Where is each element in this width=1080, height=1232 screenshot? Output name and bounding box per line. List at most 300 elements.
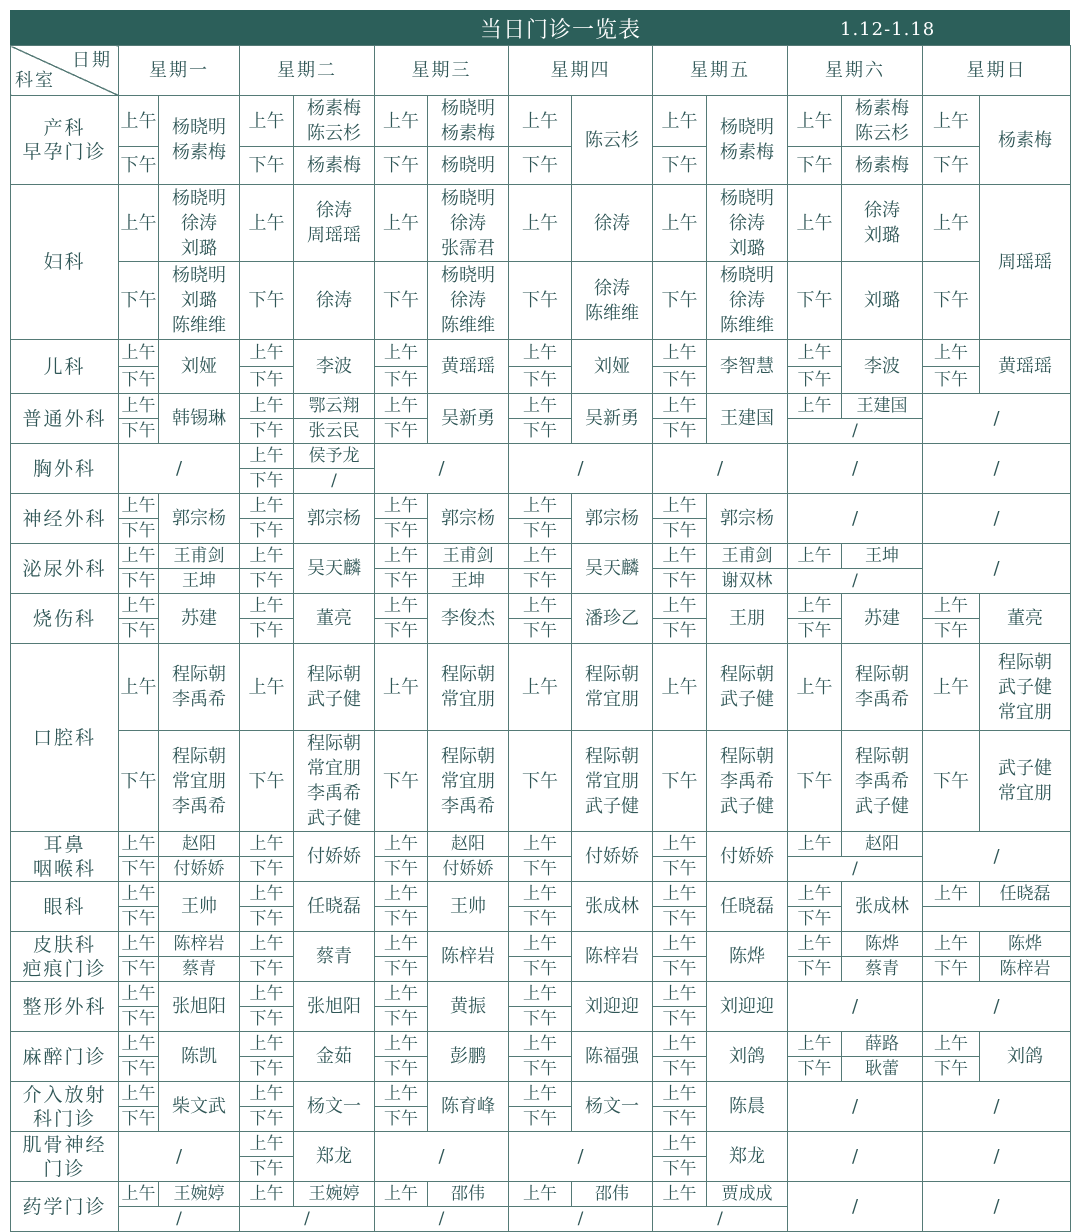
doctor-name-cell: 陈梓岩: [428, 932, 509, 982]
am-label: 上午: [240, 340, 294, 367]
doctor-name-cell: 程际朝 李禹希: [159, 644, 240, 731]
pm-label: 下午: [788, 1057, 842, 1082]
no-clinic-cell: /: [788, 982, 923, 1032]
doctor-name-cell: 程际朝 李禹希 武子健: [707, 731, 788, 832]
day-header: 星期日: [923, 46, 1071, 96]
am-label: 上午: [240, 96, 294, 147]
doctor-name-cell: 刘娅: [159, 340, 240, 394]
doctor-name-cell: /: [294, 469, 375, 494]
table-row: [11, 731, 1071, 832]
am-label: 上午: [375, 982, 428, 1007]
pm-label: 下午: [119, 857, 159, 882]
pm-label: 下午: [119, 419, 159, 444]
doctor-name-cell: 陈梓岩: [572, 932, 653, 982]
pm-label: 下午: [653, 419, 707, 444]
doctor-name-cell: 薛路: [842, 1032, 923, 1057]
am-label: 上午: [509, 832, 572, 857]
doctor-name-cell: 刘璐: [842, 262, 923, 340]
doctor-name-cell: 杨晓明 杨素梅: [159, 96, 240, 185]
doctor-name-cell: 董亮: [294, 594, 375, 644]
pm-label: 下午: [375, 1007, 428, 1032]
pm-label: 下午: [240, 957, 294, 982]
doctor-name-cell: 郭宗杨: [294, 494, 375, 544]
am-label: 上午: [119, 882, 159, 907]
pm-value-cell: /: [788, 857, 923, 882]
no-clinic-cell: /: [923, 832, 1071, 882]
am-label: 上午: [923, 932, 980, 957]
am-label: 上午: [240, 1182, 294, 1207]
am-label: 上午: [509, 340, 572, 367]
am-label: 上午: [375, 544, 428, 569]
am-label: 上午: [509, 1082, 572, 1107]
pm-label: 下午: [788, 147, 842, 185]
doctor-name-cell: 陈福强: [572, 1032, 653, 1082]
am-label: 上午: [119, 494, 159, 519]
pm-label: 下午: [119, 957, 159, 982]
am-label: 上午: [240, 1032, 294, 1057]
am-label: 上午: [375, 394, 428, 419]
doctor-name-cell: 徐涛 刘璐: [842, 185, 923, 262]
am-label: 上午: [509, 594, 572, 619]
doctor-name-cell: 程际朝 武子健: [294, 644, 375, 731]
am-label: 上午: [240, 932, 294, 957]
corner-header: [11, 46, 119, 96]
no-clinic-cell: /: [923, 982, 1071, 1032]
am-label: 上午: [788, 594, 842, 619]
am-label: 上午: [653, 185, 707, 262]
doctor-name-cell: 付娇娇: [572, 832, 653, 882]
pm-label: 下午: [119, 569, 159, 594]
pm-label: 下午: [788, 262, 842, 340]
am-label: 上午: [653, 394, 707, 419]
pm-label: 下午: [653, 1057, 707, 1082]
am-label: 上午: [923, 96, 980, 147]
table-row: [11, 1182, 1071, 1207]
doctor-name-cell: 侯予龙: [294, 444, 375, 469]
doctor-name-cell: 邵伟: [428, 1182, 509, 1207]
pm-label: 下午: [375, 957, 428, 982]
day-header: 星期六: [788, 46, 923, 96]
pm-label: 下午: [375, 367, 428, 394]
am-label: 上午: [375, 185, 428, 262]
day-header: 星期三: [375, 46, 509, 96]
am-label: 上午: [119, 1182, 159, 1207]
day-header: 星期二: [240, 46, 375, 96]
pm-label: 下午: [119, 907, 159, 932]
doctor-name-cell: 王帅: [159, 882, 240, 932]
doctor-name-cell: 王朋: [707, 594, 788, 644]
department-name: 眼科: [11, 882, 119, 932]
pm-label: 下午: [240, 907, 294, 932]
doctor-name-cell: 陈梓岩: [980, 957, 1071, 982]
department-name: 烧伤科: [11, 594, 119, 644]
table-row: [11, 444, 1071, 469]
doctor-name-cell: 任晓磊: [980, 882, 1071, 907]
doctor-name-cell: 杨素梅: [842, 147, 923, 185]
am-label: 上午: [923, 1032, 980, 1057]
pm-label: 下午: [240, 569, 294, 594]
table-row: [11, 544, 1071, 569]
department-name: 口腔科: [11, 644, 119, 832]
table-row: [11, 644, 1071, 731]
no-clinic-cell: /: [375, 1132, 509, 1182]
am-label: 上午: [788, 832, 842, 857]
doctor-name-cell: 程际朝 常宜朋: [428, 644, 509, 731]
doctor-name-cell: 程际朝 李禹希: [842, 644, 923, 731]
pm-label: 下午: [923, 262, 980, 340]
am-label: 上午: [509, 185, 572, 262]
pm-label: 下午: [375, 857, 428, 882]
am-label: 上午: [240, 1082, 294, 1107]
am-label: 上午: [375, 340, 428, 367]
doctor-name-cell: 王帅: [428, 882, 509, 932]
pm-label: 下午: [119, 519, 159, 544]
am-label: 上午: [653, 544, 707, 569]
pm-label: 下午: [923, 1057, 980, 1082]
no-clinic-cell: /: [923, 1182, 1071, 1232]
corner-dept-label: 科室: [15, 70, 55, 91]
pm-label: 下午: [240, 419, 294, 444]
pm-label: 下午: [119, 1007, 159, 1032]
pm-label: 下午: [240, 147, 294, 185]
am-label: 上午: [509, 96, 572, 147]
doctor-name-cell: 杨晓明 杨素梅: [428, 96, 509, 147]
department-name: 整形外科: [11, 982, 119, 1032]
pm-label: 下午: [923, 957, 980, 982]
doctor-name-cell: 邵伟: [572, 1182, 653, 1207]
doctor-name-cell: 杨晓明 徐涛 张霈君: [428, 185, 509, 262]
table-row: [11, 857, 1071, 882]
no-clinic-cell: /: [923, 444, 1071, 494]
am-label: 上午: [509, 494, 572, 519]
pm-label: 下午: [653, 519, 707, 544]
pm-label: 下午: [509, 519, 572, 544]
am-label: 上午: [509, 882, 572, 907]
am-label: 上午: [240, 1132, 294, 1157]
doctor-name-cell: 王建国: [842, 394, 923, 419]
doctor-name-cell: 吴新勇: [428, 394, 509, 444]
no-clinic-cell: /: [653, 444, 788, 494]
pm-value-cell: /: [653, 1207, 788, 1232]
pm-value-cell: [923, 907, 1071, 932]
pm-label: 下午: [240, 857, 294, 882]
doctor-name-cell: 柴文武: [159, 1082, 240, 1132]
am-label: 上午: [119, 594, 159, 619]
doctor-name-cell: 杨文一: [294, 1082, 375, 1132]
doctor-name-cell: 徐涛 周瑶瑶: [294, 185, 375, 262]
doctor-name-cell: 王坤: [842, 544, 923, 569]
pm-label: 下午: [240, 619, 294, 644]
am-label: 上午: [923, 594, 980, 619]
doctor-name-cell: 吴新勇: [572, 394, 653, 444]
am-label: 上午: [119, 644, 159, 731]
doctor-name-cell: 苏建: [842, 594, 923, 644]
pm-label: 下午: [240, 731, 294, 832]
am-label: 上午: [240, 882, 294, 907]
am-label: 上午: [509, 1182, 572, 1207]
am-label: 上午: [509, 394, 572, 419]
pm-label: 下午: [653, 907, 707, 932]
department-name: 药学门诊: [11, 1182, 119, 1232]
table-row: [11, 832, 1071, 857]
am-label: 上午: [653, 1182, 707, 1207]
am-label: 上午: [923, 340, 980, 367]
no-clinic-cell: /: [923, 1082, 1071, 1132]
doctor-name-cell: 杨晓明 徐涛 陈维维: [707, 262, 788, 340]
department-name: 神经外科: [11, 494, 119, 544]
doctor-name-cell: 杨素梅: [294, 147, 375, 185]
doctor-name-cell: 吴天麟: [572, 544, 653, 594]
doctor-name-cell: 武子健 常宜朋: [980, 731, 1071, 832]
pm-label: 下午: [653, 569, 707, 594]
am-label: 上午: [119, 832, 159, 857]
doctor-name-cell: 王甫剑: [707, 544, 788, 569]
no-clinic-cell: /: [923, 494, 1071, 544]
am-label: 上午: [509, 982, 572, 1007]
schedule-table: [10, 45, 1071, 1232]
doctor-name-cell: 杨晓明 杨素梅: [707, 96, 788, 185]
department-name: 胸外科: [11, 444, 119, 494]
no-clinic-cell: /: [788, 494, 923, 544]
pm-label: 下午: [923, 367, 980, 394]
doctor-name-cell: 任晓磊: [294, 882, 375, 932]
no-clinic-cell: /: [923, 544, 1071, 594]
am-label: 上午: [923, 185, 980, 262]
no-clinic-cell: /: [509, 1132, 653, 1182]
table-row: [11, 340, 1071, 367]
pm-label: 下午: [788, 907, 842, 932]
pm-label: 下午: [923, 147, 980, 185]
department-name: 介入放射 科门诊: [11, 1082, 119, 1132]
pm-label: 下午: [119, 731, 159, 832]
am-label: 上午: [240, 982, 294, 1007]
am-label: 上午: [375, 932, 428, 957]
am-label: 上午: [653, 96, 707, 147]
pm-label: 下午: [509, 1007, 572, 1032]
am-label: 上午: [240, 594, 294, 619]
table-row: [11, 932, 1071, 957]
doctor-name-cell: 徐涛: [572, 185, 653, 262]
am-label: 上午: [788, 544, 842, 569]
doctor-name-cell: 杨素梅 陈云杉: [294, 96, 375, 147]
doctor-name-cell: 刘鸽: [980, 1032, 1071, 1082]
pm-label: 下午: [375, 262, 428, 340]
page-title: 当日门诊一览表: [480, 18, 642, 43]
doctor-name-cell: 王建国: [707, 394, 788, 444]
doctor-name-cell: 杨文一: [572, 1082, 653, 1132]
am-label: 上午: [119, 1032, 159, 1057]
doctor-name-cell: 贾成成: [707, 1182, 788, 1207]
pm-label: 下午: [509, 367, 572, 394]
am-label: 上午: [653, 644, 707, 731]
doctor-name-cell: 徐涛 陈维维: [572, 262, 653, 340]
am-label: 上午: [788, 185, 842, 262]
doctor-name-cell: 黄瑶瑶: [428, 340, 509, 394]
doctor-name-cell: 李智慧: [707, 340, 788, 394]
doctor-name-cell: 黄振: [428, 982, 509, 1032]
doctor-name-cell: 陈梓岩: [159, 932, 240, 957]
department-name: 泌尿外科: [11, 544, 119, 594]
pm-label: 下午: [375, 619, 428, 644]
doctor-name-cell: 陈烨: [842, 932, 923, 957]
am-label: 上午: [788, 882, 842, 907]
table-row: [11, 957, 1071, 982]
doctor-name-cell: 程际朝 常宜朋 李禹希: [428, 731, 509, 832]
doctor-name-cell: 韩锡琳: [159, 394, 240, 444]
pm-label: 下午: [653, 367, 707, 394]
pm-value-cell: /: [509, 1207, 653, 1232]
doctor-name-cell: 杨晓明 徐涛 刘璐: [159, 185, 240, 262]
doctor-name-cell: 陈育峰: [428, 1082, 509, 1132]
am-label: 上午: [240, 444, 294, 469]
day-header: 星期一: [119, 46, 240, 96]
am-label: 上午: [119, 1082, 159, 1107]
table-row: [11, 185, 1071, 262]
doctor-name-cell: 郭宗杨: [159, 494, 240, 544]
am-label: 上午: [509, 932, 572, 957]
pm-label: 下午: [240, 262, 294, 340]
pm-label: 下午: [509, 147, 572, 185]
am-label: 上午: [653, 932, 707, 957]
am-label: 上午: [788, 340, 842, 367]
date-range: 1.12-1.18: [840, 19, 936, 40]
am-label: 上午: [788, 644, 842, 731]
corner-date-label: 日期: [72, 50, 112, 71]
doctor-name-cell: 陈烨: [707, 932, 788, 982]
doctor-name-cell: 刘鸽: [707, 1032, 788, 1082]
no-clinic-cell: /: [788, 1132, 923, 1182]
pm-label: 下午: [509, 1107, 572, 1132]
pm-label: 下午: [509, 262, 572, 340]
pm-value-cell: /: [119, 1207, 240, 1232]
am-label: 上午: [788, 1032, 842, 1057]
doctor-name-cell: 陈凯: [159, 1032, 240, 1082]
doctor-name-cell: 董亮: [980, 594, 1071, 644]
pm-label: 下午: [240, 1007, 294, 1032]
pm-label: 下午: [509, 857, 572, 882]
am-label: 上午: [119, 544, 159, 569]
doctor-name-cell: 张云民: [294, 419, 375, 444]
doctor-name-cell: 黄瑶瑶: [980, 340, 1071, 394]
am-label: 上午: [509, 544, 572, 569]
doctor-name-cell: 程际朝 常宜朋 李禹希: [159, 731, 240, 832]
doctor-name-cell: 陈烨: [980, 932, 1071, 957]
department-name: 麻醉门诊: [11, 1032, 119, 1082]
department-name: 耳鼻 咽喉科: [11, 832, 119, 882]
doctor-name-cell: 郑龙: [707, 1132, 788, 1182]
doctor-name-cell: 刘娅: [572, 340, 653, 394]
pm-label: 下午: [240, 1057, 294, 1082]
pm-label: 下午: [653, 1157, 707, 1182]
pm-label: 下午: [375, 519, 428, 544]
department-name: 肌骨神经 门诊: [11, 1132, 119, 1182]
doctor-name-cell: 付娇娇: [159, 857, 240, 882]
no-clinic-cell: /: [788, 1082, 923, 1132]
doctor-name-cell: 郑龙: [294, 1132, 375, 1182]
pm-label: 下午: [240, 367, 294, 394]
department-name: 皮肤科 疤痕门诊: [11, 932, 119, 982]
table-row: [11, 1082, 1071, 1107]
no-clinic-cell: /: [923, 394, 1071, 444]
table-row: [11, 96, 1071, 147]
pm-label: 下午: [375, 907, 428, 932]
doctor-name-cell: 杨晓明: [428, 147, 509, 185]
no-clinic-cell: /: [923, 1132, 1071, 1182]
am-label: 上午: [119, 394, 159, 419]
pm-label: 下午: [653, 262, 707, 340]
doctor-name-cell: 王坤: [159, 569, 240, 594]
pm-label: 下午: [653, 731, 707, 832]
doctor-name-cell: 付娇娇: [428, 857, 509, 882]
am-label: 上午: [375, 1082, 428, 1107]
doctor-name-cell: 张旭阳: [159, 982, 240, 1032]
am-label: 上午: [653, 882, 707, 907]
table-row: [11, 262, 1071, 340]
pm-label: 下午: [653, 147, 707, 185]
table-row: [11, 394, 1071, 419]
doctor-name-cell: 张成林: [842, 882, 923, 932]
doctor-name-cell: 程际朝 武子健: [707, 644, 788, 731]
pm-label: 下午: [119, 619, 159, 644]
pm-label: 下午: [509, 1057, 572, 1082]
pm-label: 下午: [653, 957, 707, 982]
am-label: 上午: [375, 1032, 428, 1057]
doctor-name-cell: 蔡青: [159, 957, 240, 982]
pm-label: 下午: [653, 619, 707, 644]
am-label: 上午: [119, 982, 159, 1007]
doctor-name-cell: 任晓磊: [707, 882, 788, 932]
table-row: [11, 882, 1071, 907]
doctor-name-cell: 赵阳: [842, 832, 923, 857]
am-label: 上午: [240, 494, 294, 519]
doctor-name-cell: 杨素梅: [980, 96, 1071, 185]
doctor-name-cell: 徐涛: [294, 262, 375, 340]
am-label: 上午: [375, 832, 428, 857]
day-header: 星期四: [509, 46, 653, 96]
pm-label: 下午: [119, 367, 159, 394]
pm-label: 下午: [240, 1107, 294, 1132]
am-label: 上午: [788, 394, 842, 419]
am-label: 上午: [240, 544, 294, 569]
doctor-name-cell: 杨晓明 徐涛 刘璐: [707, 185, 788, 262]
doctor-name-cell: 刘迎迎: [572, 982, 653, 1032]
pm-value-cell: /: [788, 419, 923, 444]
pm-label: 下午: [923, 619, 980, 644]
table-row: [11, 1032, 1071, 1057]
doctor-name-cell: 程际朝 常宜朋 武子健: [572, 731, 653, 832]
am-label: 上午: [119, 340, 159, 367]
table-row: [11, 494, 1071, 519]
doctor-name-cell: 陈云杉: [572, 96, 653, 185]
pm-label: 下午: [119, 1107, 159, 1132]
schedule-body: [11, 96, 1071, 1232]
title-banner: [10, 10, 1070, 45]
no-clinic-cell: /: [788, 1182, 923, 1232]
pm-label: 下午: [788, 731, 842, 832]
doctor-name-cell: 王婉婷: [159, 1182, 240, 1207]
doctor-name-cell: 刘迎迎: [707, 982, 788, 1032]
pm-label: 下午: [653, 857, 707, 882]
doctor-name-cell: 李波: [842, 340, 923, 394]
pm-label: 下午: [788, 619, 842, 644]
pm-label: 下午: [240, 469, 294, 494]
doctor-name-cell: 谢双林: [707, 569, 788, 594]
schedule-page: [10, 10, 1070, 1232]
doctor-name-cell: 金茹: [294, 1032, 375, 1082]
am-label: 上午: [240, 185, 294, 262]
doctor-name-cell: 郭宗杨: [572, 494, 653, 544]
am-label: 上午: [923, 882, 980, 907]
